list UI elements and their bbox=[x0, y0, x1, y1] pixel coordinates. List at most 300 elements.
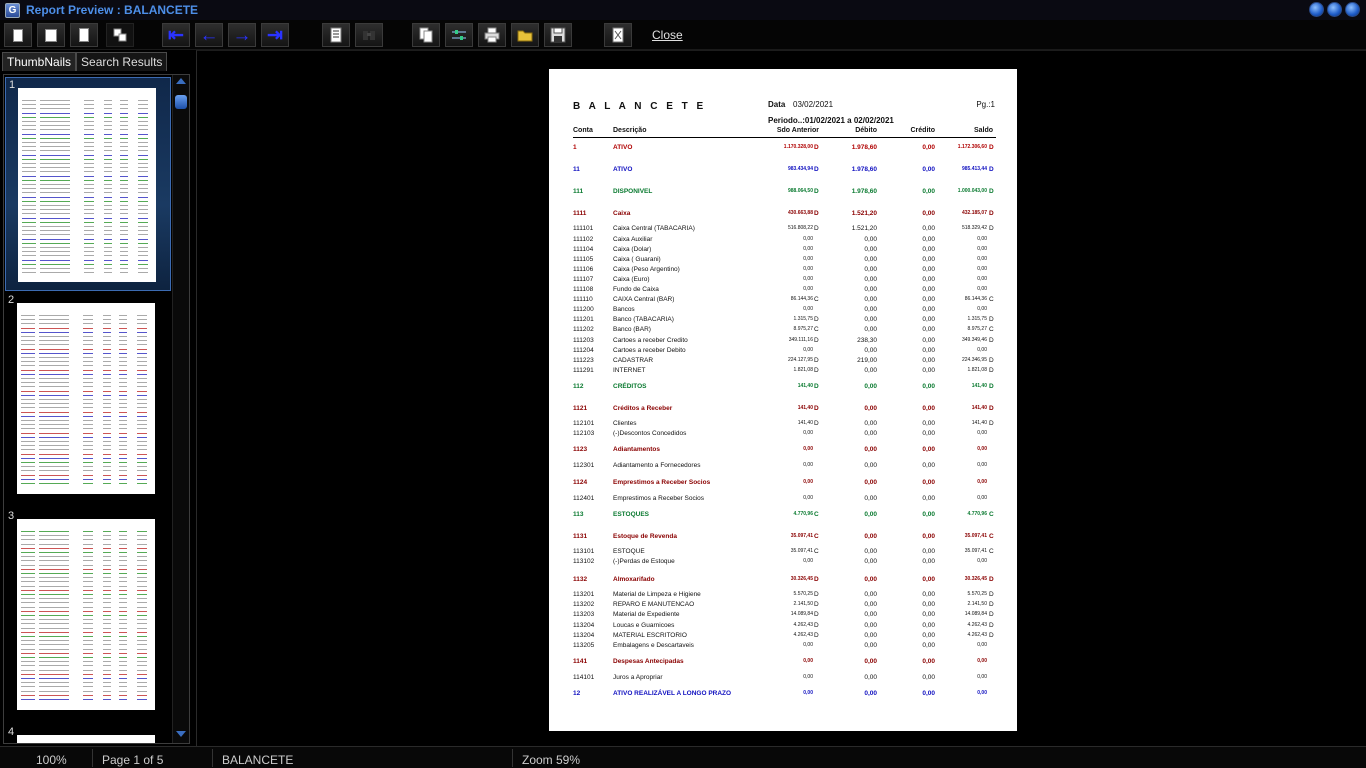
cell-saldo-flag: D bbox=[989, 631, 994, 639]
report-period: Periodo..:01/02/2021 a 02/02/2021 bbox=[768, 116, 894, 125]
thumbnail-line bbox=[40, 239, 70, 240]
cell-conta: 111223 bbox=[573, 356, 594, 364]
scroll-up-icon[interactable] bbox=[176, 78, 186, 84]
table-row bbox=[549, 256, 1017, 265]
thumbnail-line bbox=[103, 548, 111, 549]
thumbnail-line bbox=[21, 382, 35, 383]
table-row bbox=[549, 591, 1017, 600]
cell-credito: 0,00 bbox=[922, 336, 935, 344]
cell-descricao: Bancos bbox=[613, 306, 635, 314]
thumbnail-scrollbar[interactable] bbox=[172, 75, 189, 743]
thumbnail-line bbox=[21, 644, 35, 645]
cell-saldo-anterior: 4.262,43 bbox=[793, 621, 813, 628]
minimize-button[interactable] bbox=[1309, 2, 1324, 17]
cell-anterior-flag: D bbox=[814, 225, 819, 233]
thumbnail-line bbox=[103, 357, 111, 358]
thumbnail-line bbox=[104, 125, 112, 126]
scroll-down-icon[interactable] bbox=[176, 731, 186, 737]
thumbnail-line bbox=[103, 535, 111, 536]
thumbnail-line bbox=[22, 222, 36, 223]
save-button[interactable] bbox=[544, 23, 572, 47]
cell-credito: 0,00 bbox=[922, 245, 935, 253]
thumbnail-line bbox=[21, 649, 35, 650]
page-width-button[interactable] bbox=[37, 23, 65, 47]
thumbnail-line bbox=[83, 657, 93, 658]
cell-debito: 0,00 bbox=[864, 510, 877, 518]
thumbnail-line bbox=[103, 665, 111, 666]
thumbnail-line bbox=[84, 180, 94, 181]
cell-saldo-flag: D bbox=[989, 611, 994, 619]
thumbnail-line bbox=[119, 370, 127, 371]
thumbnail-line bbox=[138, 176, 148, 177]
thumbnail-line bbox=[21, 653, 35, 654]
table-row bbox=[549, 576, 1017, 585]
thumbnail-line bbox=[104, 159, 112, 160]
thumbnail-line bbox=[137, 670, 147, 671]
thumbnail-line bbox=[40, 192, 70, 193]
cell-saldo-flag: D bbox=[989, 576, 994, 584]
thumbnail-line bbox=[39, 623, 69, 624]
thumbnail-line bbox=[103, 632, 111, 633]
cell-saldo-anterior: 4.262,43 bbox=[793, 631, 813, 638]
thumbnail-line bbox=[137, 458, 147, 459]
thumbnail-line bbox=[103, 598, 111, 599]
thumbnail-line bbox=[119, 657, 127, 658]
thumbnail-line bbox=[83, 399, 93, 400]
thumbnail-line bbox=[21, 573, 35, 574]
cell-descricao: (-)Descontos Concedidos bbox=[613, 430, 687, 438]
thumbnail-line bbox=[39, 361, 69, 362]
table-row bbox=[549, 306, 1017, 315]
page-width-icon bbox=[45, 29, 57, 42]
thumbnail-line bbox=[119, 565, 127, 566]
cell-descricao: Cartoes a receber Debito bbox=[613, 346, 686, 354]
thumbnail-line bbox=[22, 121, 36, 122]
thumbnail-line bbox=[21, 424, 35, 425]
thumbnail-line bbox=[21, 441, 35, 442]
thumbnail-line bbox=[84, 134, 94, 135]
thumbnail-line bbox=[83, 319, 93, 320]
cell-saldo: 0,00 bbox=[977, 275, 987, 282]
thumbnail-line bbox=[103, 441, 111, 442]
cell-saldo-anterior: 224.127,95 bbox=[787, 356, 813, 363]
thumbnail-line bbox=[104, 205, 112, 206]
thumbnail-line bbox=[137, 657, 147, 658]
thumbnail-line bbox=[21, 531, 35, 532]
thumbnail-line bbox=[39, 615, 69, 616]
cell-credito: 0,00 bbox=[922, 641, 935, 649]
cell-anterior-flag: D bbox=[814, 336, 819, 344]
thumbnail-line bbox=[84, 184, 94, 185]
thumbnail-line bbox=[119, 399, 127, 400]
full-page-button[interactable] bbox=[70, 23, 98, 47]
previous-page-button[interactable] bbox=[195, 23, 223, 47]
cell-conta: 11 bbox=[573, 166, 580, 174]
thumbnail-line bbox=[137, 399, 147, 400]
thumbnail-line bbox=[137, 412, 147, 413]
cell-descricao: INTERNET bbox=[613, 366, 646, 374]
thumbnail-line bbox=[137, 632, 147, 633]
cell-conta: 111291 bbox=[573, 366, 594, 374]
thumbnail-line bbox=[119, 640, 127, 641]
thumbnail-line bbox=[103, 391, 111, 392]
thumbnail-line bbox=[137, 353, 147, 354]
thumbnail-line bbox=[39, 475, 69, 476]
cell-credito: 0,00 bbox=[922, 430, 935, 438]
table-row bbox=[549, 430, 1017, 439]
thumbnail-line bbox=[83, 615, 93, 616]
thumbnail-line bbox=[119, 598, 127, 599]
next-page-button[interactable] bbox=[228, 23, 256, 47]
cell-descricao: Almoxarifado bbox=[613, 576, 655, 584]
thumbnail-line bbox=[84, 192, 94, 193]
cell-saldo: 4.262,43 bbox=[967, 621, 987, 628]
scrollbar-thumb[interactable] bbox=[175, 95, 187, 109]
cell-debito: 0,00 bbox=[864, 446, 877, 454]
thumbnail-page-3[interactable] bbox=[5, 509, 171, 723]
thumbnail-line bbox=[120, 129, 128, 130]
cell-credito: 0,00 bbox=[922, 405, 935, 412]
thumbnail-line bbox=[119, 449, 127, 450]
thumbnail-line bbox=[22, 268, 36, 269]
cell-saldo-flag: C bbox=[989, 547, 994, 555]
thumbnail-line bbox=[22, 192, 36, 193]
thumbnail-line bbox=[21, 565, 35, 566]
table-row bbox=[549, 674, 1017, 683]
page-setup-button[interactable] bbox=[322, 23, 350, 47]
thumbnail-line bbox=[21, 586, 35, 587]
thumbnail-line bbox=[138, 255, 148, 256]
cell-saldo: 1.821,08 bbox=[967, 366, 987, 373]
thumbnail-line bbox=[21, 399, 35, 400]
table-row bbox=[549, 337, 1017, 346]
thumbnail-page-4[interactable] bbox=[5, 725, 171, 744]
thumbnail-line bbox=[83, 416, 93, 417]
thumbnail-line bbox=[119, 420, 127, 421]
thumbnail-line bbox=[120, 234, 128, 235]
cell-debito: 0,00 bbox=[864, 306, 877, 314]
thumbnail-line bbox=[119, 636, 127, 637]
thumbnail-line bbox=[22, 138, 36, 139]
cell-saldo-anterior: 0,00 bbox=[803, 346, 813, 353]
thumbnail-line bbox=[137, 661, 147, 662]
thumbnail-line bbox=[39, 661, 69, 662]
search-button[interactable] bbox=[355, 23, 383, 47]
cell-credito: 0,00 bbox=[922, 494, 935, 502]
cell-debito: 0,00 bbox=[864, 621, 877, 629]
thumbnail-line bbox=[39, 424, 69, 425]
thumbnail-line bbox=[39, 598, 69, 599]
thumbnail-line bbox=[40, 243, 70, 244]
thumbnail-line bbox=[84, 188, 94, 189]
thumbnail-line bbox=[39, 357, 69, 358]
cell-descricao: Caixa (Euro) bbox=[613, 275, 650, 283]
thumbnail-line bbox=[39, 602, 69, 603]
cell-descricao: ATIVO bbox=[613, 166, 633, 174]
cell-credito: 0,00 bbox=[922, 210, 935, 218]
thumbnail-line bbox=[103, 573, 111, 574]
thumbnail-line bbox=[119, 602, 127, 603]
thumbnail-line bbox=[119, 378, 127, 379]
thumbnail-page-1[interactable] bbox=[5, 77, 171, 291]
cell-saldo-flag: D bbox=[989, 336, 994, 344]
thumbnail-line bbox=[21, 544, 35, 545]
thumbnail-line bbox=[119, 544, 127, 545]
thumbnail-line bbox=[40, 226, 70, 227]
cell-credito: 0,00 bbox=[922, 366, 935, 374]
thumbnail-line bbox=[104, 121, 112, 122]
cell-anterior-flag: C bbox=[814, 510, 819, 518]
thumbnail-line bbox=[137, 374, 147, 375]
open-button[interactable] bbox=[511, 23, 539, 47]
status-report-name: BALANCETE bbox=[222, 753, 294, 767]
thumbnail-line bbox=[39, 445, 69, 446]
thumbnail-line bbox=[119, 454, 127, 455]
cell-anterior-flag: D bbox=[814, 576, 819, 584]
thumbnail-line bbox=[39, 449, 69, 450]
thumbnail-line bbox=[103, 611, 111, 612]
thumbnail-line bbox=[22, 125, 36, 126]
thumbnail-line bbox=[21, 433, 35, 434]
cell-credito: 0,00 bbox=[922, 316, 935, 324]
thumbnail-line bbox=[104, 167, 112, 168]
print-button[interactable] bbox=[478, 23, 506, 47]
thumbnail-line bbox=[83, 378, 93, 379]
thumbnail-line bbox=[119, 336, 127, 337]
thumbnail-line bbox=[84, 171, 94, 172]
thumbnail-line bbox=[83, 454, 93, 455]
thumbnail-line bbox=[137, 365, 147, 366]
thumbnail-line bbox=[40, 159, 70, 160]
thumbnail-line bbox=[137, 682, 147, 683]
cell-saldo: 1.172.306,60 bbox=[957, 144, 987, 150]
thumbnail-line bbox=[103, 644, 111, 645]
thumbnail-line bbox=[103, 552, 111, 553]
thumbnail-line bbox=[40, 117, 70, 118]
thumbnail-line bbox=[137, 590, 147, 591]
thumbnail-line bbox=[137, 615, 147, 616]
thumbnail-line bbox=[83, 565, 93, 566]
thumbnail-line bbox=[119, 686, 127, 687]
thumbnail-line bbox=[103, 344, 111, 345]
thumbnail-line bbox=[83, 577, 93, 578]
cell-credito: 0,00 bbox=[922, 510, 935, 518]
cell-conta: 111107 bbox=[573, 275, 594, 283]
cell-anterior-flag: C bbox=[814, 296, 819, 304]
side-panel bbox=[0, 50, 196, 746]
thumbnail-line bbox=[137, 539, 147, 540]
thumbnail-line bbox=[21, 552, 35, 553]
thumbnail-line bbox=[39, 586, 69, 587]
thumbnail-line bbox=[138, 268, 148, 269]
cell-credito: 0,00 bbox=[922, 576, 935, 584]
cell-conta: 12 bbox=[573, 690, 581, 697]
thumbnail-line bbox=[39, 539, 69, 540]
thumbnail-line bbox=[138, 117, 148, 118]
copy-button[interactable] bbox=[412, 23, 440, 47]
thumbnail-line bbox=[119, 661, 127, 662]
thumbnail-line bbox=[119, 382, 127, 383]
thumbnail-line bbox=[21, 657, 35, 658]
thumbnail-line bbox=[39, 649, 69, 650]
thumbnail-line bbox=[21, 370, 35, 371]
thumbnail-line bbox=[21, 598, 35, 599]
thumbnail-line bbox=[138, 129, 148, 130]
cell-debito: 0,00 bbox=[864, 547, 877, 555]
cell-debito: 219,00 bbox=[857, 356, 877, 364]
thumbnail-line bbox=[84, 125, 94, 126]
thumbnail-line bbox=[40, 255, 70, 256]
thumbnail-page-2[interactable] bbox=[5, 293, 171, 507]
cell-saldo-flag: D bbox=[989, 601, 994, 609]
thumbnail-line bbox=[138, 150, 148, 151]
thumbnail-line bbox=[104, 234, 112, 235]
thumbnail-line bbox=[103, 370, 111, 371]
thumbnail-line bbox=[103, 623, 111, 624]
table-row bbox=[549, 144, 1017, 153]
cell-saldo: 0,00 bbox=[977, 690, 987, 696]
status-divider bbox=[212, 749, 213, 767]
cell-saldo: 0,00 bbox=[977, 346, 987, 353]
thumbnail-line bbox=[104, 272, 112, 273]
thumbnail-line bbox=[103, 670, 111, 671]
thumbnail-line bbox=[21, 319, 35, 320]
thumbnail-line bbox=[39, 386, 69, 387]
cell-saldo-anterior: 0,00 bbox=[803, 673, 813, 680]
close-button[interactable]: Close bbox=[652, 28, 683, 42]
column-header-conta: Conta bbox=[573, 127, 593, 134]
thumbnail-line bbox=[21, 407, 35, 408]
options-button[interactable] bbox=[445, 23, 473, 47]
thumbnail-line bbox=[104, 213, 112, 214]
thumbnail-line bbox=[120, 176, 128, 177]
cell-descricao: Material de Expediente bbox=[613, 611, 680, 619]
thumbnail-line bbox=[39, 395, 69, 396]
thumbnail-line bbox=[119, 607, 127, 608]
thumbnail-line bbox=[119, 328, 127, 329]
thumbnail-line bbox=[103, 531, 111, 532]
thumbnail-line bbox=[83, 560, 93, 561]
thumbnail-line bbox=[138, 234, 148, 235]
cell-saldo-anterior: 5.570,25 bbox=[793, 591, 813, 598]
thumbnail-image bbox=[17, 519, 155, 710]
thumbnail-line bbox=[119, 386, 127, 387]
thumbnail-line bbox=[84, 230, 94, 231]
table-row bbox=[549, 276, 1017, 285]
thumbnail-line bbox=[119, 445, 127, 446]
thumbnail-line bbox=[39, 412, 69, 413]
cell-saldo-flag: C bbox=[989, 326, 994, 334]
cell-saldo-anterior: 0,00 bbox=[803, 286, 813, 292]
thumbnail-line bbox=[21, 395, 35, 396]
multiple-pages-button[interactable] bbox=[106, 23, 134, 47]
thumbnail-line bbox=[138, 192, 148, 193]
thumbnail-line bbox=[39, 483, 69, 484]
thumbnail-line bbox=[39, 374, 69, 375]
thumbnail-line bbox=[103, 399, 111, 400]
cell-anterior-flag: D bbox=[814, 405, 819, 412]
thumbnail-line bbox=[137, 382, 147, 383]
thumbnail-line bbox=[83, 590, 93, 591]
cell-descricao: CADASTRAR bbox=[613, 356, 654, 364]
thumbnail-line bbox=[39, 391, 69, 392]
cell-saldo: 0,00 bbox=[977, 286, 987, 292]
thumbnail-line bbox=[39, 399, 69, 400]
cell-saldo: 0,00 bbox=[977, 478, 987, 485]
thumbnail-line bbox=[137, 475, 147, 476]
thumbnail-line bbox=[22, 129, 36, 130]
thumbnail-line bbox=[39, 577, 69, 578]
first-page-button[interactable] bbox=[162, 23, 190, 47]
thumbnail-line bbox=[103, 412, 111, 413]
cell-conta: 111106 bbox=[573, 265, 594, 273]
thumbnail-line bbox=[120, 226, 128, 227]
last-page-button[interactable] bbox=[261, 23, 289, 47]
thumbnail-line bbox=[137, 628, 147, 629]
thumbnail-line bbox=[83, 670, 93, 671]
thumbnail-line bbox=[137, 437, 147, 438]
thumbnail-line bbox=[103, 340, 111, 341]
thumbnail-line bbox=[39, 695, 69, 696]
thumbnail-line bbox=[39, 644, 69, 645]
thumbnail-line bbox=[83, 636, 93, 637]
thumbnail-line bbox=[137, 433, 147, 434]
thumbnail-line bbox=[120, 171, 128, 172]
cell-saldo-anterior: 86.144,36 bbox=[790, 296, 813, 303]
cell-anterior-flag: D bbox=[814, 144, 819, 151]
first-page-icon: ⇤ bbox=[168, 24, 184, 46]
cell-debito: 238,30 bbox=[857, 336, 877, 344]
cell-debito: 0,00 bbox=[864, 296, 877, 304]
cell-debito: 1.521,20 bbox=[851, 210, 877, 218]
thumbnail-line bbox=[103, 328, 111, 329]
thumbnail-line bbox=[22, 117, 36, 118]
thumbnail-line bbox=[137, 445, 147, 446]
tab-search-results[interactable]: Search Results bbox=[76, 52, 167, 71]
report-page-number: Pg.:1 bbox=[976, 100, 995, 109]
cell-saldo: 0,00 bbox=[977, 306, 987, 313]
cell-credito: 0,00 bbox=[922, 591, 935, 599]
thumbnail-line bbox=[21, 470, 35, 471]
single-page-button[interactable] bbox=[4, 23, 32, 47]
thumbnail-line bbox=[103, 353, 111, 354]
close-window-button[interactable] bbox=[1345, 2, 1360, 17]
maximize-button[interactable] bbox=[1327, 2, 1342, 17]
thumbnail-line bbox=[83, 374, 93, 375]
cell-descricao: REPARO E MANUTENCAO bbox=[613, 601, 695, 609]
thumbnail-line bbox=[83, 602, 93, 603]
thumbnail-line bbox=[83, 332, 93, 333]
thumbnail-line bbox=[39, 682, 69, 683]
thumbnail-line bbox=[104, 108, 112, 109]
thumbnail-line bbox=[22, 243, 36, 244]
thumbnail-line bbox=[21, 449, 35, 450]
tab-thumbnails[interactable]: ThumbNails bbox=[2, 52, 76, 71]
table-row bbox=[549, 658, 1017, 667]
thumbnail-line bbox=[39, 560, 69, 561]
cell-conta: 113102 bbox=[573, 558, 595, 565]
thumbnail-line bbox=[103, 462, 111, 463]
thumbnail-line bbox=[22, 134, 36, 135]
thumbnail-line bbox=[40, 268, 70, 269]
thumbnail-line bbox=[21, 416, 35, 417]
thumbnail-line bbox=[83, 391, 93, 392]
thumbnail-line bbox=[21, 581, 35, 582]
export-button[interactable] bbox=[604, 23, 632, 47]
thumbnail-line bbox=[119, 619, 127, 620]
cell-conta: 113202 bbox=[573, 601, 595, 609]
cell-debito: 0,00 bbox=[864, 673, 877, 681]
